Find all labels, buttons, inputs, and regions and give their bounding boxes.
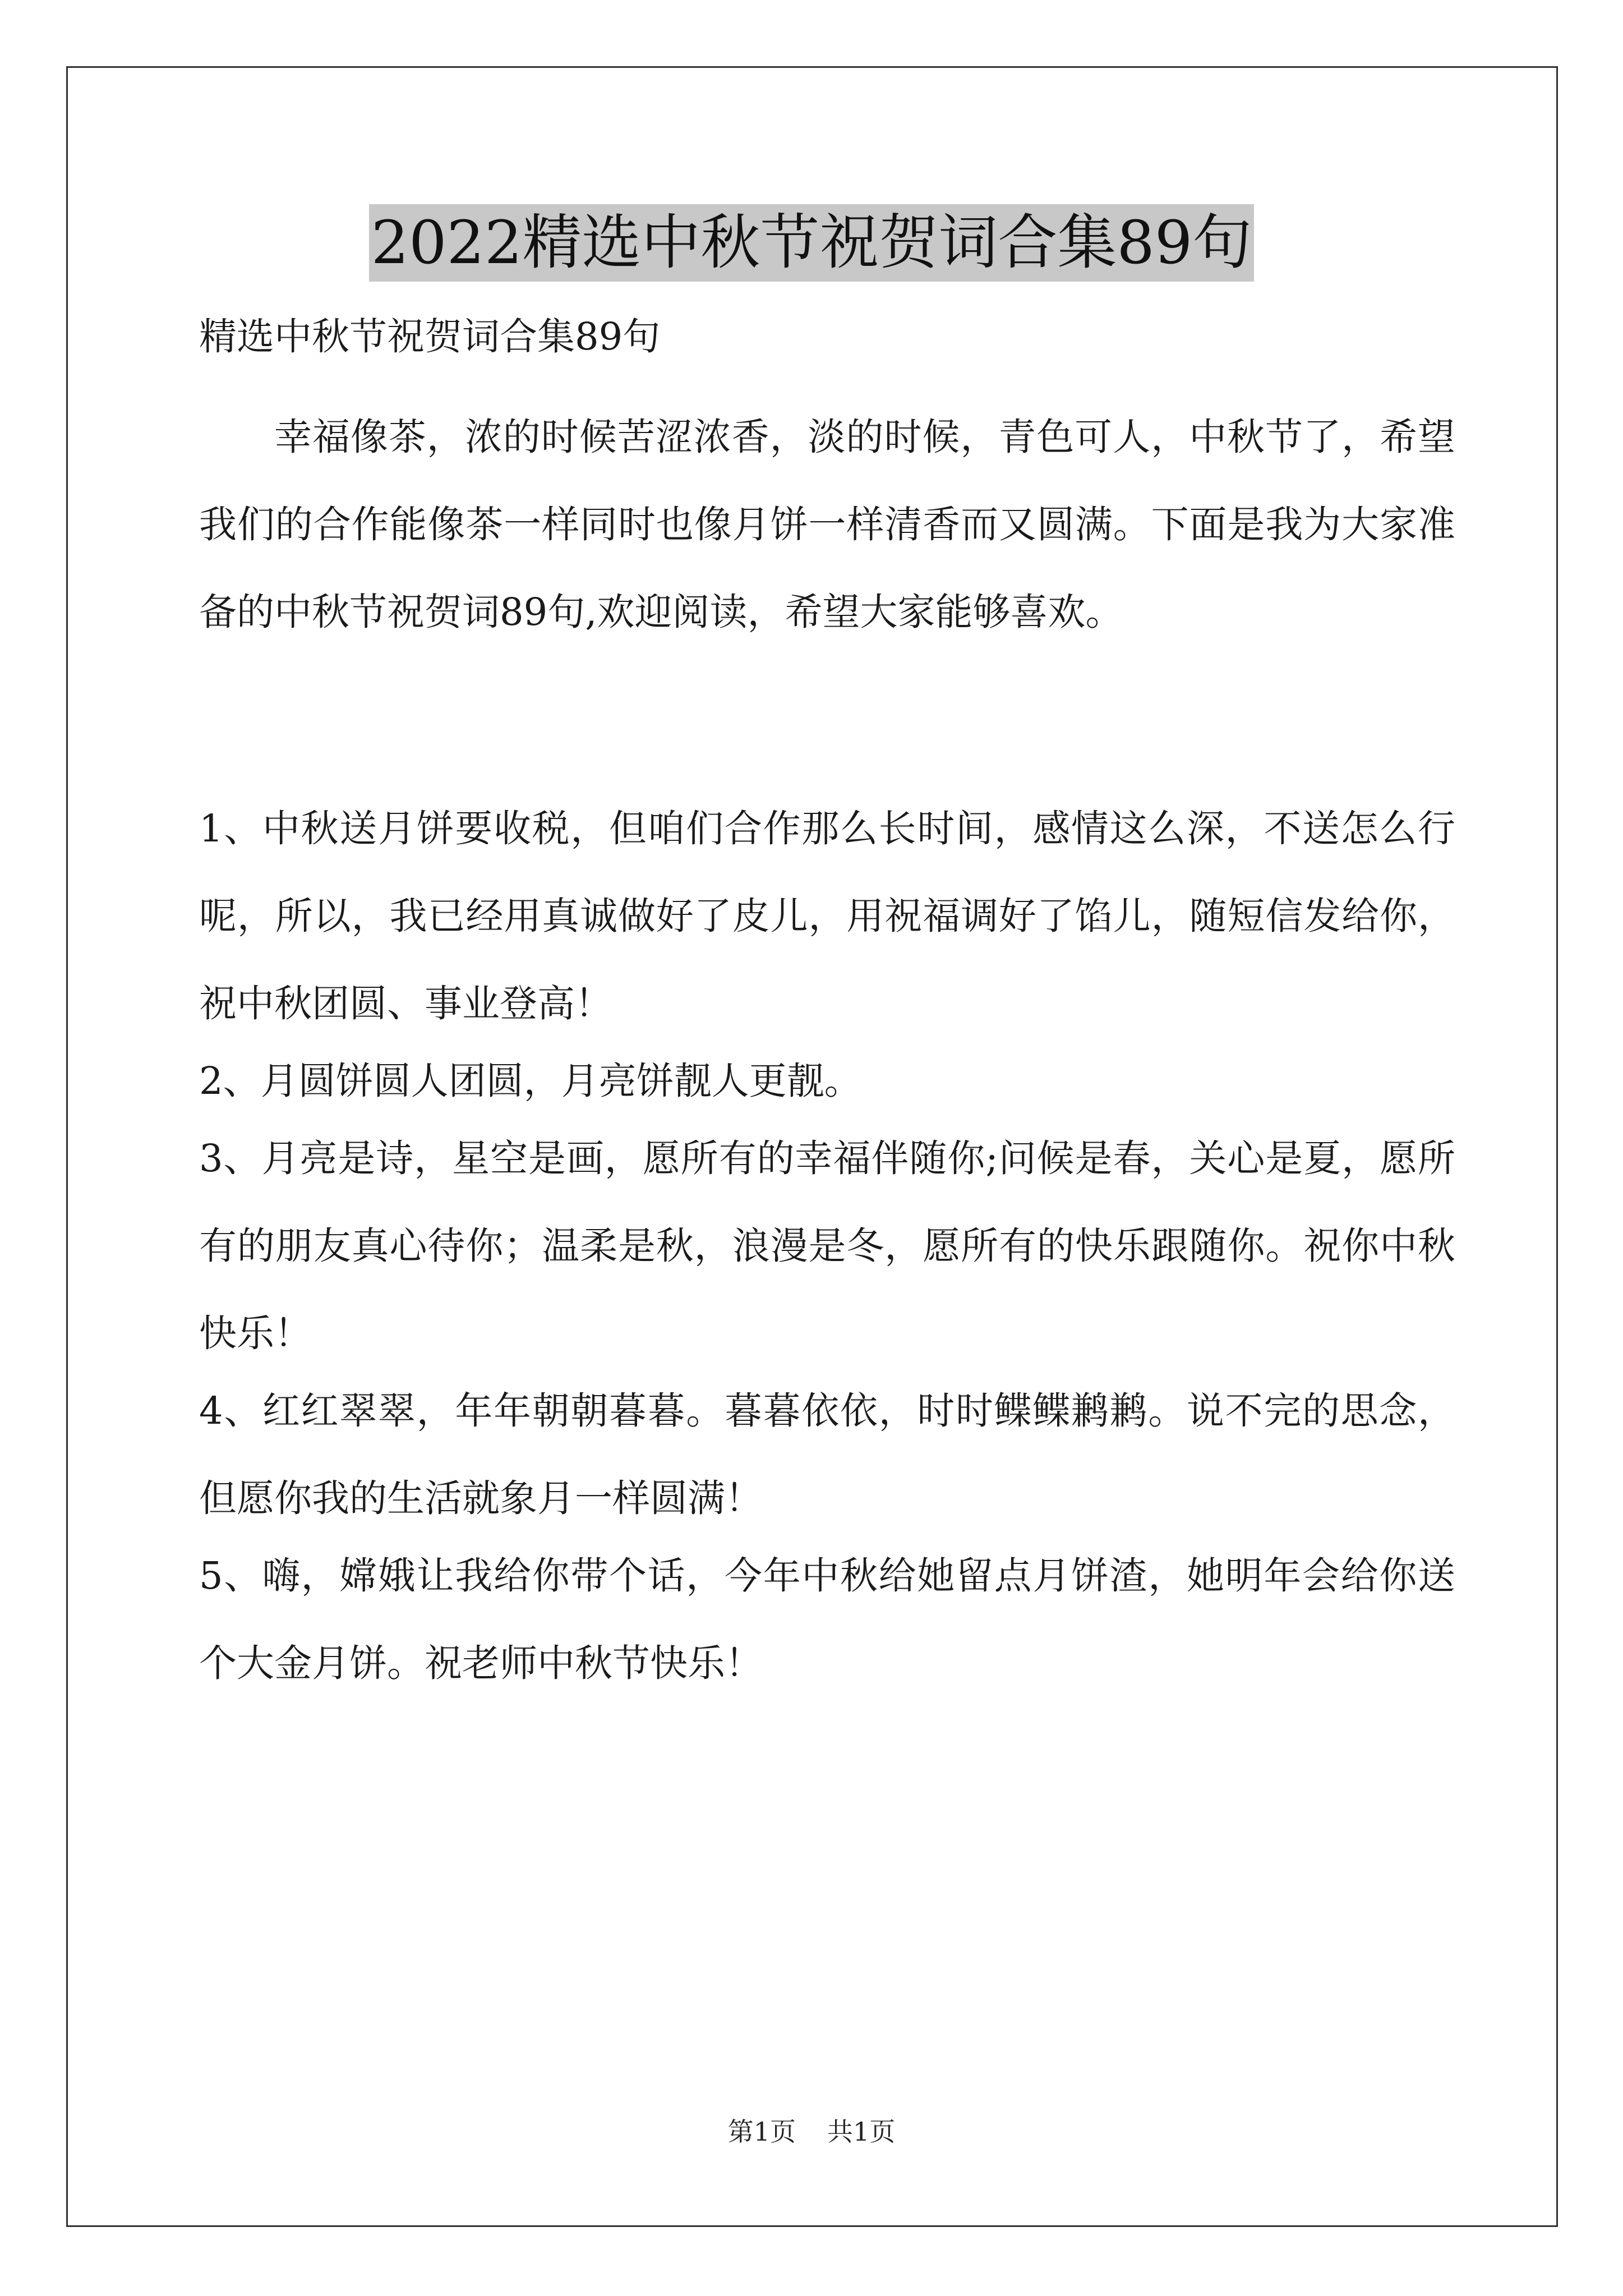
section-spacer	[199, 656, 1455, 785]
greeting-item-4: 4、红红翠翠，年年朝朝暮暮。暮暮依依，时时鲽鲽鹣鹣。说不完的思念，但愿你我的生活就象月一样圆满！	[199, 1389, 1455, 1520]
greeting-item-5: 5、嗨，嫦娥让我给你带个话，今年中秋给她留点月饼渣，她明年会给你送个大金月饼。祝老师中秋节快乐！	[199, 1554, 1455, 1685]
greeting-item-2: 2、月圆饼圆人团圆，月亮饼靓人更靓。	[199, 1059, 862, 1103]
page-total: 共1页	[827, 2116, 896, 2147]
page-footer	[0, 2115, 1623, 2148]
intro-paragraph: 幸福像茶，浓的时候苦涩浓香，淡的时候，青色可人，中秋节了，希望我们的合作能像茶一样同时也像月饼一样清香而又圆满。下面是我为大家准备的中秋节祝贺词89句,欢迎阅读，希望大家能够喜欢。	[199, 415, 1455, 634]
page-number: 第1页	[727, 2116, 796, 2147]
document-body	[199, 306, 1455, 1697]
greeting-item-3: 3、月亮是诗，星空是画，愿所有的幸福伴随你;问候是春，关心是夏，愿所有的朋友真心待你；温柔是秋，浪漫是冬，愿所有的快乐跟随你。祝你中秋快乐！	[199, 1137, 1455, 1355]
document-subtitle: 精选中秋节祝贺词合集89句	[199, 315, 661, 358]
title-container	[0, 204, 1623, 282]
greeting-item-1: 1、中秋送月饼要收税，但咱们合作那么长时间，感情这么深，不送怎么行呢，所以，我已经用真诚做好了皮儿，用祝福调好了馅儿，随短信发给你，祝中秋团圆、事业登高！	[199, 807, 1455, 1025]
document-title: 2022精选中秋节祝贺词合集89句	[369, 204, 1255, 282]
